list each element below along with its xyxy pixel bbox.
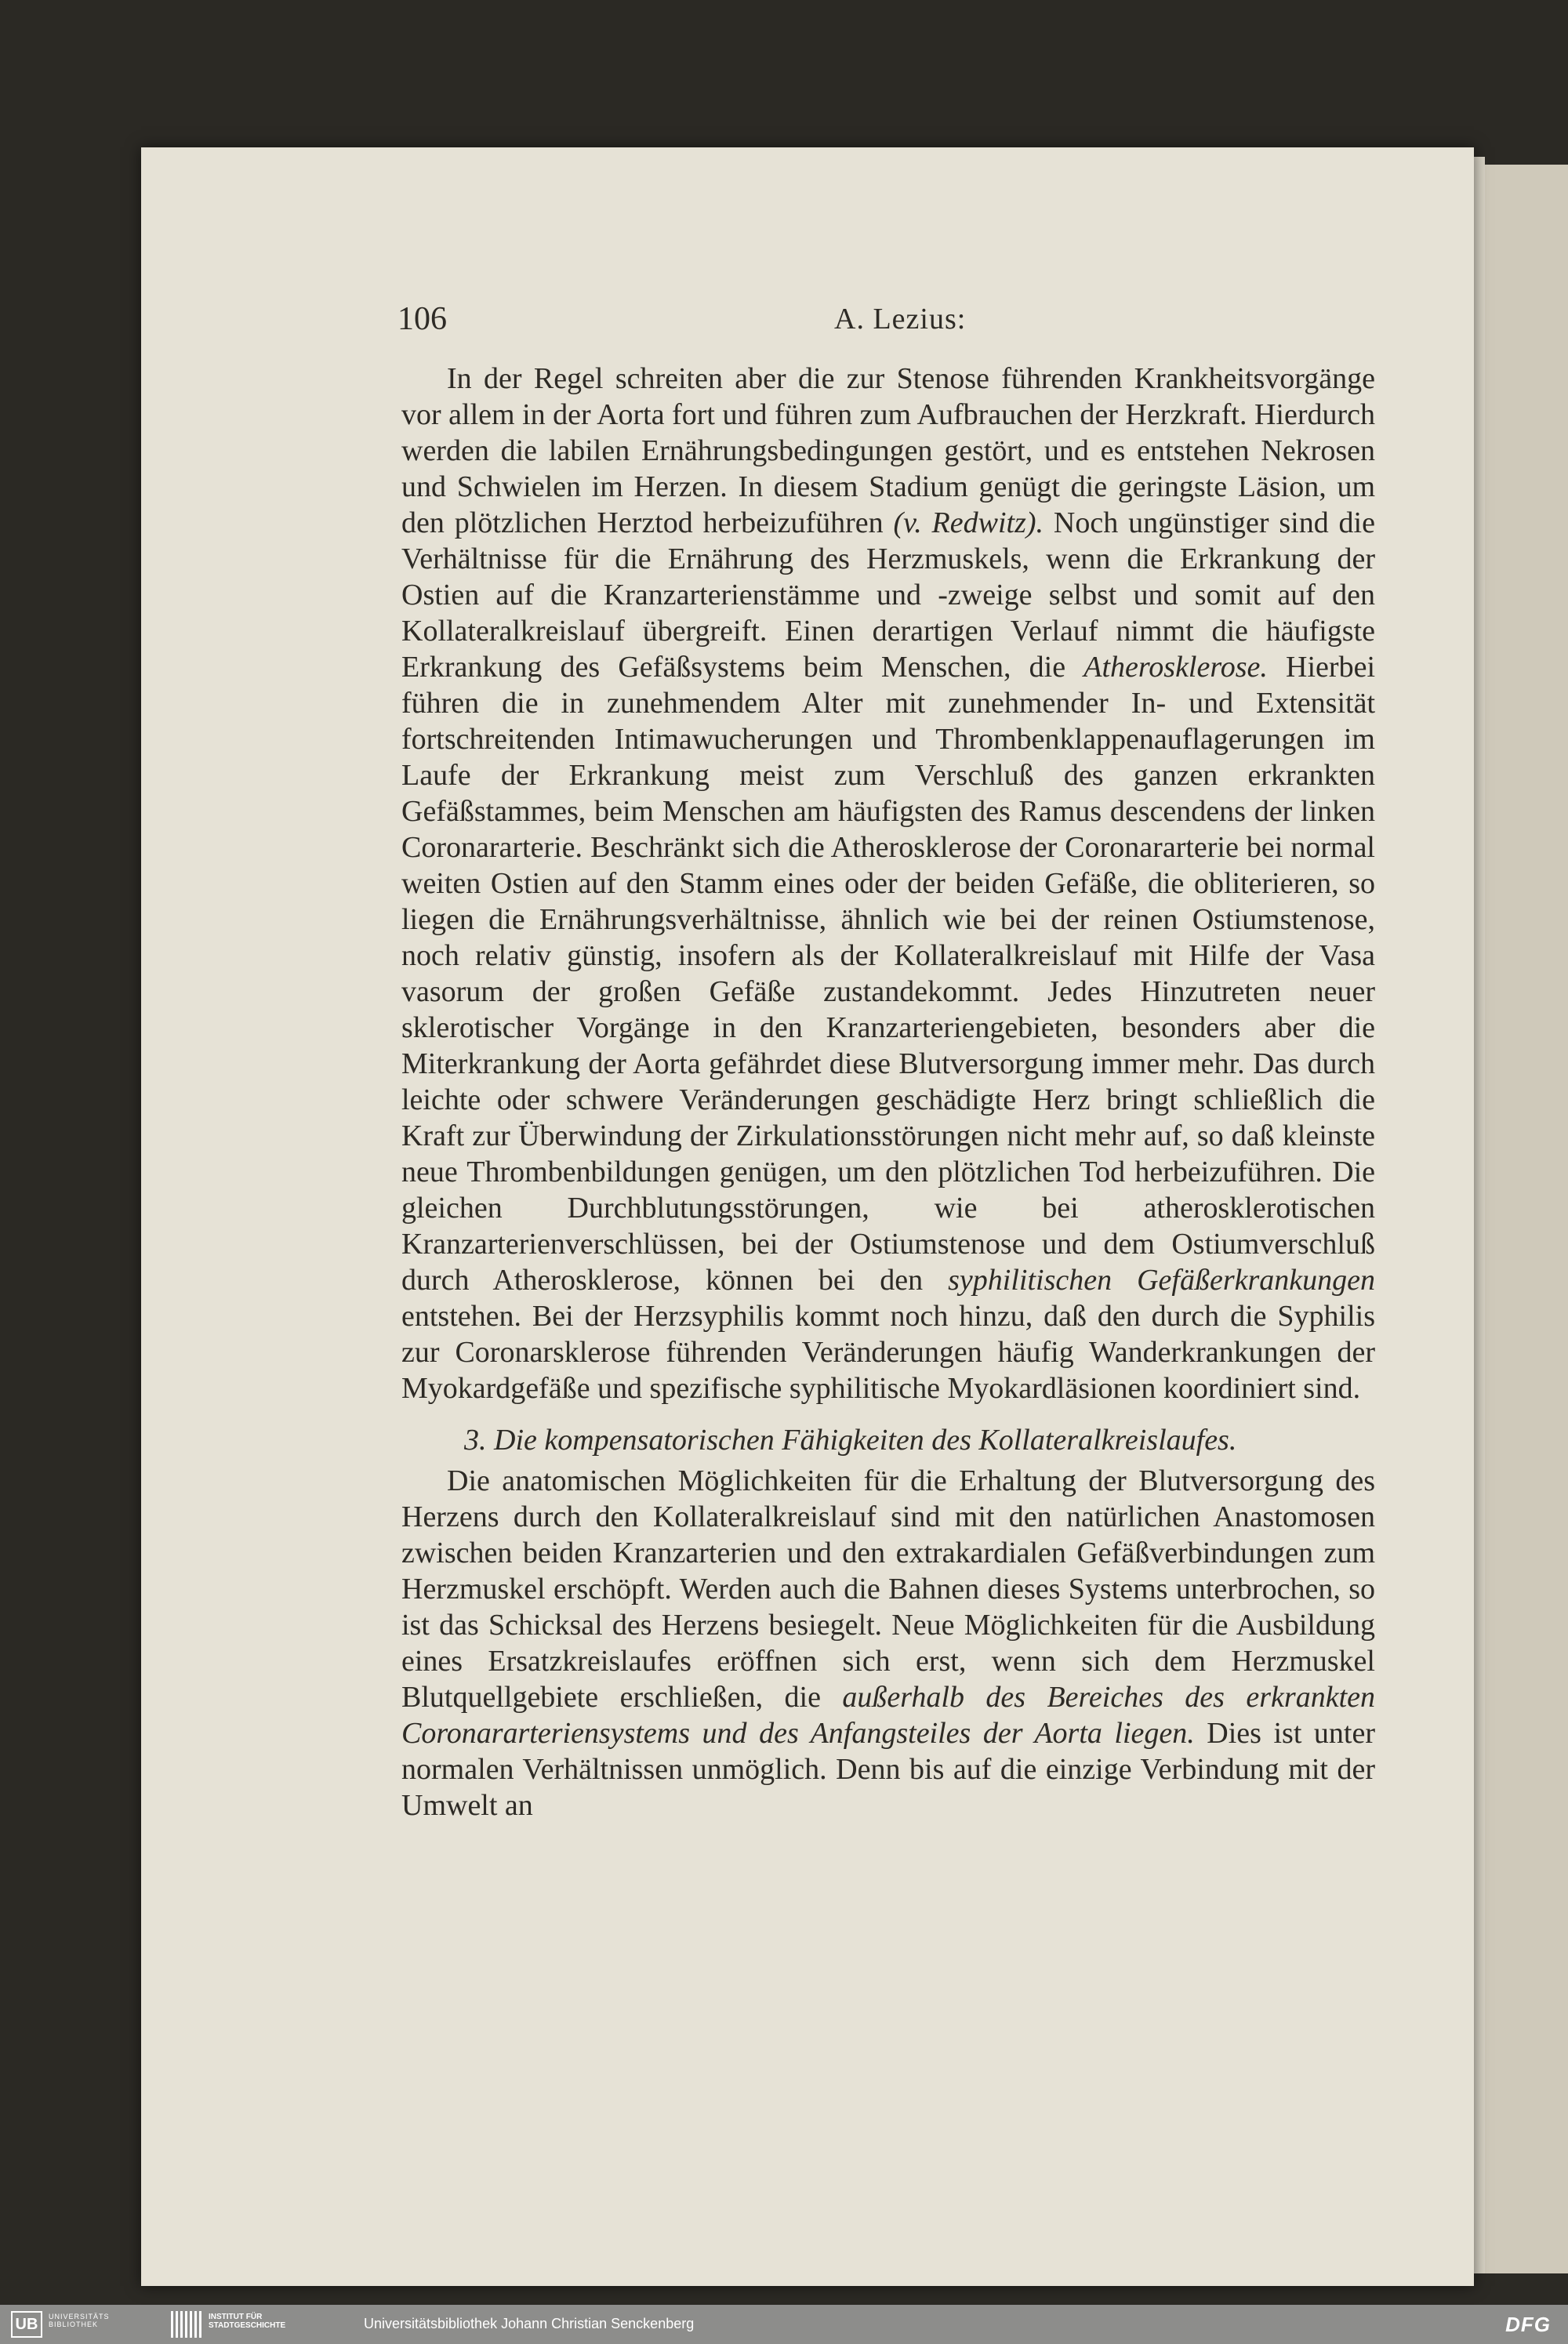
dfg-logo[interactable]: DFG: [1505, 2313, 1551, 2336]
library-name: Universitätsbibliothek Johann Christian Senckenberg: [364, 2316, 695, 2331]
paragraph-2: [401, 1463, 1375, 1823]
adjacent-page-edge: [1485, 165, 1568, 2273]
institute-logo-line1: INSTITUT FÜR: [209, 2313, 263, 2321]
ub-logo-line2: BIBLIOTHEK: [49, 2320, 99, 2328]
section-heading: 3. Die kompensatorischen Fähigkeiten des Kollateralkreislaufes.: [464, 1424, 1237, 1457]
italic-run: syphilitischen Gefäßerkrankungen: [948, 1264, 1375, 1297]
page-number: 106: [397, 301, 447, 337]
italic-run: Atherosklerose.: [1083, 651, 1268, 684]
institute-logo-icon: [171, 2311, 202, 2338]
ub-logo-mark: UB: [11, 2311, 42, 2338]
paragraph-1: [401, 361, 1375, 1406]
page-edge: [1474, 157, 1485, 2273]
running-head: [397, 300, 1377, 343]
ub-logo-text: [49, 2313, 110, 2328]
text-run: In der Regel schreiten aber die zur Stenose führenden Krankheitsvorgänge vor allem in der Aorta fort und führen zum Aufbrauchen der Herzkraft. Hierdurch werden die labilen Ernährungsbedingungen gestört, und es entstehen Nekrosen und Schwielen im Herzen. In diesem Stadium genügt die geringste Läsion, um den plötzlichen Herztod herbeizuführen: [401, 362, 1375, 539]
italic-run: (v. Redwitz).: [893, 506, 1044, 539]
italic-run: außerhalb des Bereiches des erkrankten Coronararteriensystems und des Anfangsteiles der Aorta liegen.: [401, 1681, 1375, 1750]
institute-logo-text: [209, 2313, 285, 2330]
ub-logo[interactable]: [11, 2311, 160, 2338]
text-run: entstehen. Bei der Herzsyphilis kommt noch hinzu, daß den durch die Syphilis zur Coronarsklerose führenden Veränderungen häufig Wanderkrankungen der Myokardgefäße und spezifische syphilitische Myokardläsionen koordiniert sind.: [401, 1300, 1375, 1405]
running-head-author: A. Lezius:: [834, 303, 967, 336]
ub-logo-line1: UNIVERSITÄTS: [49, 2313, 110, 2320]
body-text: [401, 361, 1375, 1823]
text-run: Die anatomischen Möglichkeiten für die Erhaltung der Blutversorgung des Herzens durch den Kollateralkreislauf sind mit den natürlichen Anastomosen zwischen beiden Kranzarterien und den extrakardialen Gefäßverbindungen zum Herzmuskel erschöpft. Werden auch die Bahnen dieses Systems unterbrochen, so ist das Schicksal des Herzens besiegelt. Neue Möglichkeiten für die Ausbildung eines Ersatzkreislaufes eröffnen sich erst, wenn sich dem Herzmuskel Blutquellgebiete erschließen, die: [401, 1464, 1375, 1714]
text-run: Hierbei führen die in zunehmendem Alter mit zunehmender In- und Extensität fortschreitenden Intimawucherungen und Thrombenklappenauflagerungen im Laufe der Erkrankung meist zum Verschluß des ganzen erkrankten Gefäßstammes, beim Menschen am häufigsten des Ramus descendens der linken Coronararterie. Beschränkt sich die Atherosklerose der Coronararterie bei normal weiten Ostien auf den Stamm eines oder der beiden Gefäße, die obliterieren, so liegen die Ernährungsverhältnisse, ähnlich wie bei der reinen Ostiumstenose, noch relativ günstig, insofern als der Kollateralkreislauf mit Hilfe der Vasa vasorum der großen Gefäße zustandekommt. Jedes Hinzutreten neuer sklerotischer Vorgänge in den Kranzarteriengebieten, besonders aber die Miterkrankung der Aorta gefährdet diese Blutversorgung immer mehr. Das durch leichte oder schwere Veränderungen geschädigte Herz bringt schließlich die Kraft zur Überwindung der Zirkulationsstörungen nicht mehr auf, so daß kleinste neue Thrombenbildungen genügen, um den plötzlichen Tod herbeizuführen. Die gleichen Durchblutungsstörungen, wie bei atherosklerotischen Kranzarterienverschlüssen, bei der Ostiumstenose und dem Ostiumverschluß durch Atherosklerose, können bei den: [401, 651, 1375, 1297]
institute-logo-line2: STADTGESCHICHTE: [209, 2321, 286, 2330]
text-run: Dies ist unter normalen Verhältnissen unmöglich. Denn bis auf die einzige Verbindung mit der Umwelt an: [401, 1717, 1375, 1822]
institute-logo[interactable]: [171, 2311, 328, 2338]
footer-bar: [0, 2305, 1568, 2344]
text-run: Noch ungünstiger sind die Verhältnisse für die Ernährung des Herzmuskels, wenn die Erkrankung der Ostien auf die Kranzarterienstämme und -zweige selbst und somit auf den Kollateralkreislauf übergreift. Einen derartigen Verlauf nimmt die häufigste Erkrankung des Gefäßsystems beim Menschen, die: [401, 506, 1375, 684]
